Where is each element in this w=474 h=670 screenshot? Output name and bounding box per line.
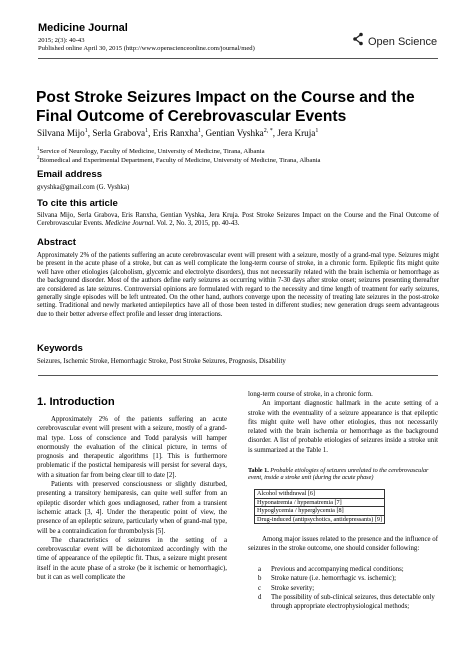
list-item-text: The possibility of sub-clinical seizures, thus detectable only through appropriate electrophysiological methods; [271,593,435,611]
table-row [255,515,385,524]
intro-paragraph: Patients with preserved consciousness or slightly disturbed, presenting a transitory hemiparesis, can quite well suffer from an epileptic disorder which goes undiagnosed, rather from a transient ischemic attack [3, 4]. Under the therapeutic point of view, the presence of an epileptic seizure, particularly when of grand-mal type, will be a contraindication for thrombolysis [5]. [37,481,227,535]
table-cell: Drug-induced (antipsychotics, antidepressants) [9] [255,515,385,524]
table-cell: Alcohol withdrawal [6] [255,490,385,499]
citation-part: Silvana Mijo, Serla Grabova, Eris Ranxha, Gentian Vyshka, Jera Kruja. Post Stroke Seizures Impact on the Course and the Final Outcome of Cerebrovascular Events. [37,212,439,228]
section-heading-introduction: 1. Introduction [37,396,115,408]
etiology-table [254,489,385,524]
abstract-heading: Abstract [37,237,76,248]
table-cell: Hyponatremia / hypernatremia [7] [255,498,385,507]
affiliation-text: Biomedical and Experimental Department, Faculty of Medicine, University of Medicine, Tirana, Albania [39,157,321,165]
cite-heading: To cite this article [37,198,118,209]
table-row [255,490,385,499]
author-name: Eris Ranxha [152,128,198,139]
list-item [258,593,438,612]
table-row [255,507,385,516]
intro-left-column [37,415,227,582]
table-label: Table 1. [248,467,269,474]
keywords-text: Seizures, Ischemic Stroke, Hemorrhagic Stroke, Post Stroke Seizures, Prognosis, Disability [37,358,286,365]
author-sup: 1 [197,128,201,134]
intro-right-column-lower [248,535,438,554]
list-marker: d [258,593,262,601]
table-caption-text: Probable etiologies of seizures unrelated to the cerebrovascular event, inside a stroke unit (during the acute phase) [248,467,429,482]
publisher-logo [352,32,437,51]
keywords-heading: Keywords [37,343,83,354]
open-science-logo-icon [352,32,364,51]
list-marker: a [258,566,262,573]
author-sup: 1 [84,128,88,134]
intro-paragraph: Among major issues related to the presence and the influence of seizures in the stroke outcome, one should consider following: [248,536,438,553]
list-marker: c [258,584,262,592]
list-item [258,574,438,583]
email-address[interactable]: gvyshka@gmail.com (G. Vyshka) [37,184,130,191]
intro-paragraph: The characteristics of seizures in the setting of a cerebrovascular event will be dichotomized accordingly with the time of appearance of the epileptic fit. Thus, a seizure might present itself in the acute phase of a stroke (be it ischemic or hemorrhagic), but it can as well complicate the [37,536,227,582]
citation-part: . Vol. 2, No. 3, 2015, pp. 40-43. [153,220,240,228]
article-title: Post Stroke Seizures Impact on the Course and the Final Outcome of Cerebrovascular Events [36,89,415,125]
table-caption [248,467,438,482]
citation-journal: Medicine Journal [105,220,154,228]
author-name: Gentian Vyshka [205,128,264,139]
journal-published-line: Published online April 30, 2015 (http://www.openscienceonline.com/journal/med) [38,45,255,52]
list-item-text: Previous and accompanying medical conditions; [271,566,404,573]
list-item-text: Stroke nature (i.e. hemorrhagic vs. ischemic); [271,575,397,583]
affiliation-sup: 1 [37,147,40,152]
intro-paragraph: Approximately 2% of the patients suffering an acute cerebrovascular event will present with a seizure, mostly of a grand-mal type. Loss of conscience and Todd paralysis will hamper enormously the evaluation of the clinical picture, in terms of prognosis and therapeutic algorithms [1]. This is furthermore problematic if the postictal hemiparesis will persist for several days, with a situation far from being clear till to date [2]. [37,416,227,479]
author-sup: 1 [315,128,319,134]
list-marker: b [258,575,262,583]
citation-text [37,212,439,229]
list-item [258,584,438,593]
header-rule [38,58,438,59]
email-heading: Email address [37,169,103,180]
author-list: Silvana Mijo$^1$, Serla Grabova$^1$, Eris Ranxha$^1$, Gentian Vyshka$^{2, *}$, Jera Kruja$^1$ [37,128,319,139]
abstract-text: Approximately 2% of the patients suffering an acute cerebrovascular event will present with a seizure, mostly of a grand-mal type. Seizures might be present in the acute phase of a stroke, but can as well complicate the long-term course of stroke, in a chronic form. Epileptic fits might quite well have other etiologies (alcoholism, glycemic and electrolyte disorders), thus not necessarily related with the brain ischemia or hemorrhage as the background disorder. Most of the authors define early seizures as occurring within 7-30 days after stroke onset; seizures presenting thereafter are considered as late seizures. Controversial opinions are formulated with regard to the necessity and time length of treatment for early seizures, generally single episodes will be left untreated. On the other hand, authors converge upon the necessity of treating late seizures in the post-stroke setting. Traditional and newly marketed antiepileptics have all of those been tested in different studies; new generation drugs seem advantageous due to their better adverse effect profile and lesser drug interactions. [37,252,439,318]
list-item-text: Stroke severity; [271,584,315,592]
affiliation-text: Service of Neurology, Faculty of Medicine, University of Medicine, Tirana, Albania [39,148,265,156]
intro-right-column [248,390,438,455]
considerations-list [258,565,438,611]
journal-issue: 2015; 2(3): 40-43 [38,37,85,44]
intro-paragraph: An important diagnostic hallmark in the acute setting of a stroke with the eventuality of a seizure appearance is that epileptic fits might quite well have other etiologies, thus not necessarily related with the brain ischemia or hemorrhage as the background disorder. A list of probable etiologies of seizures inside a stroke unit is summarized at the Table 1. [248,400,438,454]
author-sup: 1 [145,128,149,134]
author-name: Serla Grabova [92,128,146,139]
section-rule [38,375,438,376]
table-cell: Hypoglycemia / hyperglycemia [8] [255,507,385,516]
list-item [258,565,438,574]
affiliation-sup: 2 [37,156,40,161]
author-name: Silvana Mijo [37,128,85,139]
publisher-name: Open Science [368,35,438,48]
journal-name: Medicine Journal [38,22,128,34]
table-row [255,498,385,507]
intro-continuation: long-term course of stroke, in a chronic form. [248,391,373,398]
author-name: Jera Kruja [277,128,316,139]
affiliation [37,155,437,165]
author-sup: 2, * [263,128,273,134]
